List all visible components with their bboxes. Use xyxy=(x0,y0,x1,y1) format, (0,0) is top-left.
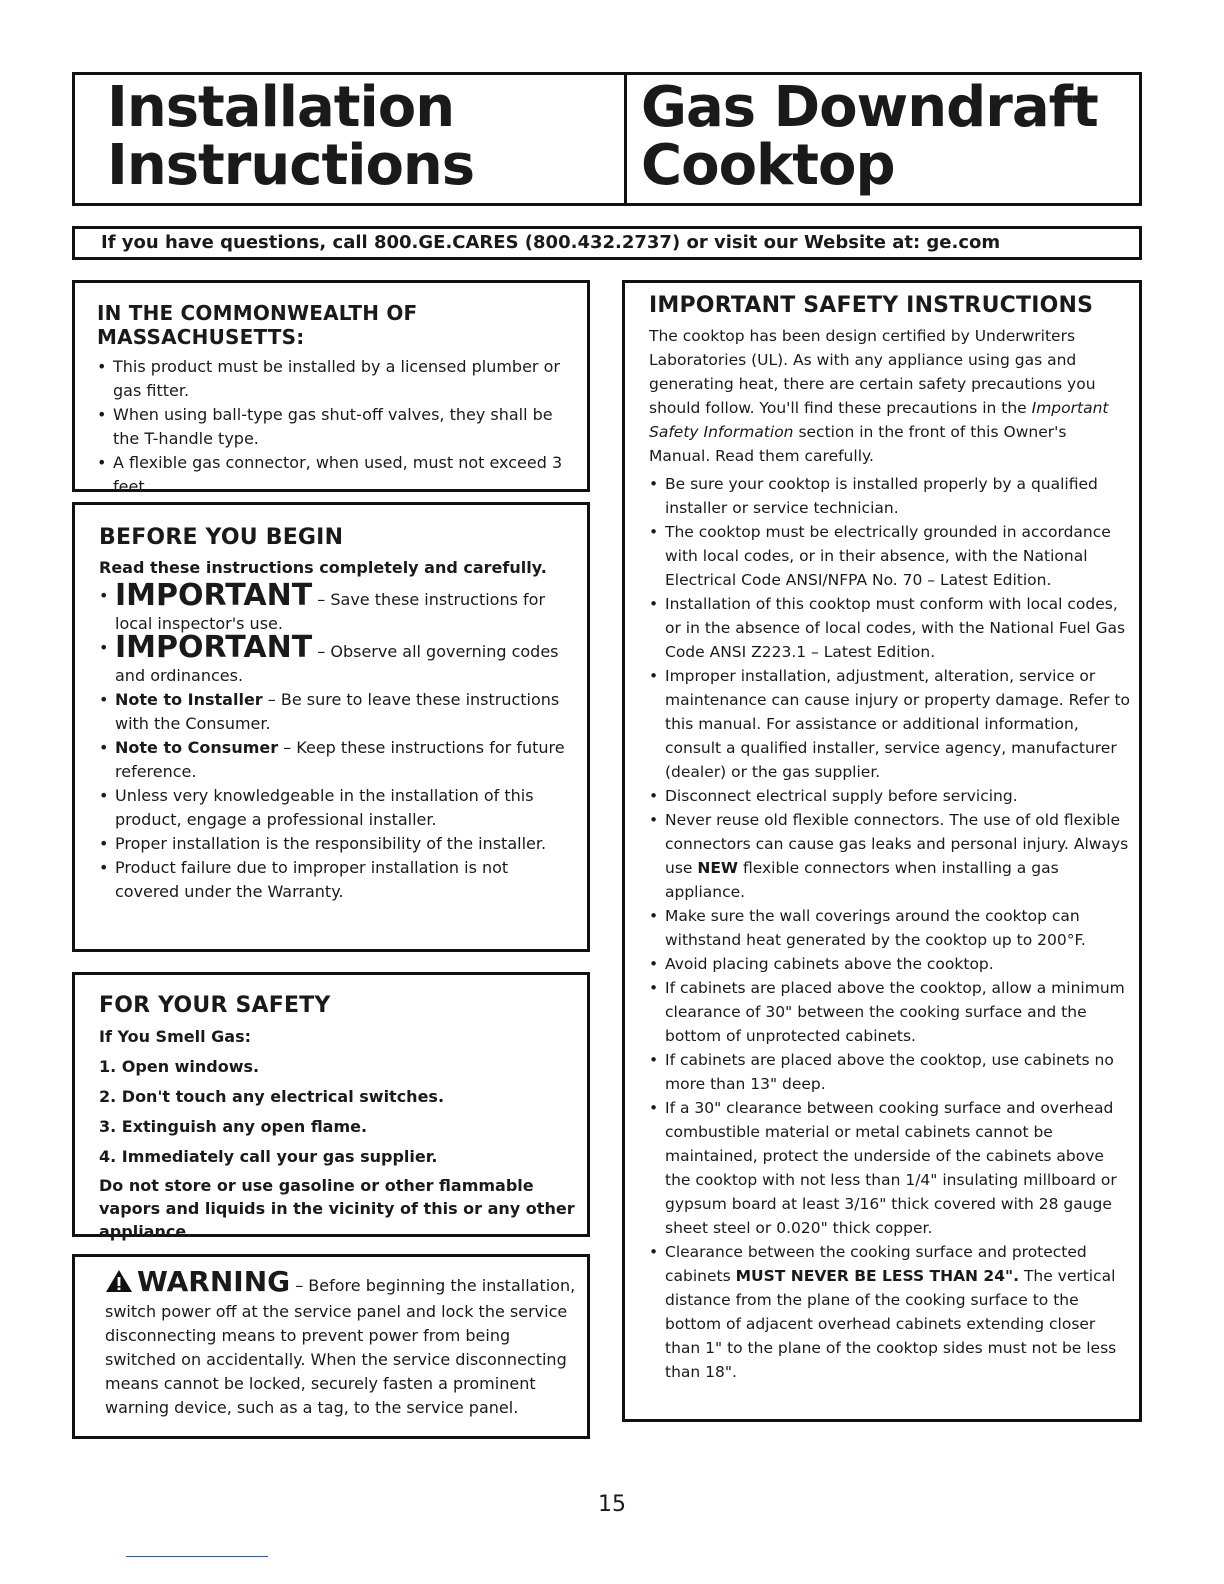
note-consumer-label: Note to Consumer xyxy=(115,738,279,757)
clearance-text: Clearance between the cooking surface and protected cabinets xyxy=(665,1243,1087,1285)
note-consumer-item xyxy=(99,736,575,784)
safety-step: 3. Extinguish any open flame. xyxy=(99,1117,368,1136)
reuse-text: flexible connectors when installing a gas appliance. xyxy=(665,859,1059,901)
page-number: 15 xyxy=(598,1492,626,1517)
massachusetts-title: IN THE COMMONWEALTH OF MASSACHUSETTS: xyxy=(97,301,418,349)
important-safety-box xyxy=(622,280,1142,1422)
list-item: • This product must be installed by a licensed plumber or gas fitter. xyxy=(97,355,571,403)
important-list xyxy=(649,472,1131,1384)
important-item xyxy=(99,630,575,688)
warning-text: – Before beginning the installation, switch power off at the service panel and lock the service disconnecting means to prevent power from being switched on accidentally. When the service disconnecting means cannot be locked, securely fasten a prominent warning device, such as a tag, to the service panel. xyxy=(105,1276,576,1417)
intro-emphasis: Important Safety Information xyxy=(649,399,1109,441)
footer-divider xyxy=(126,1556,268,1557)
list-item: • If cabinets are placed above the cooktop, use cabinets no more than 13" deep. xyxy=(649,1048,1131,1096)
safety-subtitle: If You Smell Gas: xyxy=(99,1027,251,1046)
list-item: • If a 30" clearance between cooking surface and overhead combustible material or metal cabinets cannot be maintained, protect the underside of the cabinets above the cooktop with not less than 1/4" insulating millboard or gypsum board at least 3/16" thick covered with 28 gauge sheet steel or 0.020" thick copper. xyxy=(649,1096,1131,1240)
header-right-line2: Cooktop xyxy=(641,133,895,198)
massachusetts-box xyxy=(72,280,590,496)
important-label: IMPORTANT xyxy=(115,578,313,613)
important-label: IMPORTANT xyxy=(115,630,313,665)
warning-triangle-icon xyxy=(105,1269,133,1300)
safety-title: FOR YOUR SAFETY xyxy=(99,993,331,1018)
note-installer-item xyxy=(99,688,575,736)
clearance-bold: MUST NEVER BE LESS THAN 24". xyxy=(735,1267,1019,1285)
list-item: • Improper installation, adjustment, alteration, service or maintenance can cause injury or property damage. Refer to this manual. For assistance or additional information, consult a qualified installer, service agency, manufacturer (dealer) or the gas supplier. xyxy=(649,664,1131,784)
contact-bar: If you have questions, call 800.GE.CARES (800.432.2737) or visit our Website at: ge.com xyxy=(72,226,1142,260)
for-your-safety-box xyxy=(72,972,590,1241)
before-subtitle: Read these instructions completely and carefully. xyxy=(99,558,547,577)
safety-step: 2. Don't touch any electrical switches. xyxy=(99,1087,445,1106)
list-item: • Proper installation is the responsibility of the installer. xyxy=(99,832,575,856)
list-item: • Disconnect electrical supply before servicing. xyxy=(649,784,1131,808)
note-installer-label: Note to Installer xyxy=(115,690,263,709)
header-left-line2: Instructions xyxy=(107,133,475,198)
list-item: • The cooktop must be electrically grounded in accordance with local codes, or in their absence, with the National Electrical Code ANSI/NFPA No. 70 – Latest Edition. xyxy=(649,520,1131,592)
list-item: • Be sure your cooktop is installed properly by a qualified installer or service technician. xyxy=(649,472,1131,520)
note-consumer-text: – Keep these instructions for future reference. xyxy=(115,738,565,781)
note-installer-text: – Be sure to leave these instructions with the Consumer. xyxy=(115,690,560,733)
page-header xyxy=(72,72,1142,206)
important-item xyxy=(99,578,575,636)
safety-steps xyxy=(99,1022,577,1172)
list-item: • When using ball-type gas shut-off valves, they shall be the T-handle type. xyxy=(97,403,571,451)
safety-footer: Do not store or use gasoline or other flammable vapors and liquids in the vicinity of this or any other appliance. xyxy=(99,1176,575,1241)
list-item: • Avoid placing cabinets above the cooktop. xyxy=(649,952,1131,976)
list-item: • Product failure due to improper installation is not covered under the Warranty. xyxy=(99,856,575,904)
before-you-begin-box xyxy=(72,502,590,952)
intro-text: The cooktop has been design certified by Underwriters Laboratories (UL). As with any appliance using gas and generating heat, there are certain safety precautions you should follow. You'll find these precautions in the xyxy=(649,327,1096,417)
intro-text: section in the front of this Owner's Manual. Read them carefully. xyxy=(649,423,1067,465)
header-right-title xyxy=(627,75,1139,203)
important-text: – Save these instructions for local inspector's use. xyxy=(115,590,546,633)
before-title: BEFORE YOU BEGIN xyxy=(99,525,344,550)
list-item: • Make sure the wall coverings around the cooktop can withstand heat generated by the cooktop up to 200°F. xyxy=(649,904,1131,952)
important-title: IMPORTANT SAFETY INSTRUCTIONS xyxy=(649,293,1094,318)
clearance-text: The vertical distance from the plane of the cooking surface to the bottom of adjacent overhead cabinets extending closer than 1" to the plane of the cooktop sides must not be less than 18". xyxy=(665,1267,1117,1381)
safety-step: 4. Immediately call your gas supplier. xyxy=(99,1147,438,1166)
header-left-line1: Installation xyxy=(107,75,455,140)
list-item: • Unless very knowledgeable in the installation of this product, engage a professional installer. xyxy=(99,784,575,832)
list-item: • A flexible gas connector, when used, must not exceed 3 feet. xyxy=(97,451,571,499)
list-item: • Installation of this cooktop must conform with local codes, or in the absence of local codes, with the National Fuel Gas Code ANSI Z223.1 – Latest Edition. xyxy=(649,592,1131,664)
important-intro xyxy=(649,324,1131,468)
list-item: • If cabinets are placed above the cooktop, allow a minimum clearance of 30" between the cooking surface and the bottom of unprotected cabinets. xyxy=(649,976,1131,1048)
reuse-text: Never reuse old flexible connectors. The use of old flexible connectors can cause gas leaks and personal injury. Always use xyxy=(665,811,1129,877)
massachusetts-list xyxy=(97,355,571,499)
header-left-title xyxy=(75,75,627,203)
list-item xyxy=(649,808,1131,904)
warning-label: WARNING xyxy=(137,1265,291,1298)
warning-box xyxy=(72,1254,590,1439)
important-text: – Observe all governing codes and ordinances. xyxy=(115,642,559,685)
header-right-line1: Gas Downdraft xyxy=(641,75,1098,140)
before-list xyxy=(99,578,575,904)
reuse-bold: NEW xyxy=(697,859,739,877)
list-item xyxy=(649,1240,1131,1384)
safety-step: 1. Open windows. xyxy=(99,1057,260,1076)
